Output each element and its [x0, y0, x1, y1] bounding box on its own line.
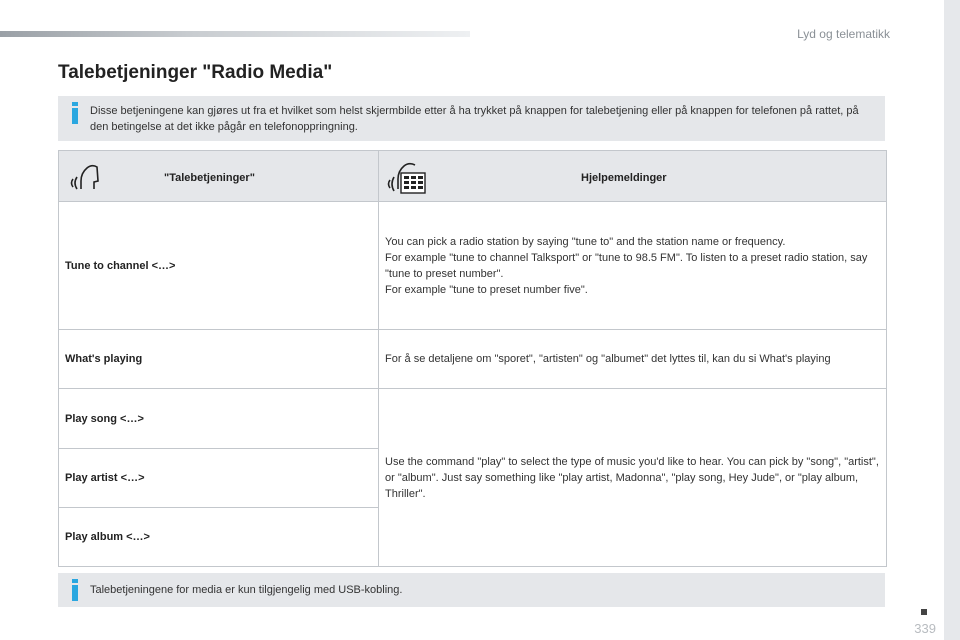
- table-row: [59, 330, 887, 389]
- page-title: Talebetjeninger "Radio Media": [58, 62, 333, 83]
- info-icon: [70, 579, 80, 601]
- help-line: For example "tune to preset number five".: [385, 283, 588, 296]
- command-cell: Play song <…>: [59, 389, 379, 449]
- voice-command-table: [58, 150, 887, 567]
- right-margin-strip: [944, 0, 960, 640]
- info-text-bottom: Talebetjeningene for media er kun tilgjengelig med USB-kobling.: [90, 584, 403, 596]
- help-line: Use the command "play" to select the type of music you'd like to hear. You can pick by "song", "artist", or "album". Just say something like "play artist, Madonna", "play song, Hey Jude", or "play album, Thriller".: [385, 455, 879, 500]
- page-marker: [921, 609, 927, 615]
- table-header-row: [59, 151, 887, 202]
- col2-header-label: Hjelpemeldinger: [581, 172, 667, 184]
- help-cell: [379, 202, 887, 330]
- voice-command-icon: [67, 159, 103, 198]
- help-cell: [379, 330, 887, 389]
- info-box-bottom: [58, 573, 885, 607]
- section-title: Lyd og telematikk: [797, 27, 890, 41]
- help-cell: [379, 389, 887, 567]
- help-line: You can pick a radio station by saying "tune to" and the station name or frequency.: [385, 235, 786, 248]
- top-decor-bar: [0, 31, 470, 37]
- page-number: 339: [914, 621, 936, 636]
- help-line: For example "tune to channel Talksport" or "tune to 98.5 FM". To listen to a preset radio station, say "tune to preset number".: [385, 251, 868, 280]
- table-row: [59, 202, 887, 330]
- header-commands: [59, 151, 379, 202]
- command-cell: Tune to channel <…>: [59, 202, 379, 330]
- info-box-top: [58, 96, 885, 141]
- table-row: [59, 389, 887, 449]
- info-icon: [70, 102, 80, 124]
- command-cell: What's playing: [59, 330, 379, 389]
- command-cell: Play artist <…>: [59, 449, 379, 508]
- command-cell: Play album <…>: [59, 508, 379, 567]
- help-line: For å se detaljene om "sporet", "artisten" og "albumet" det lyttes til, kan du si What's playing: [385, 353, 831, 365]
- info-text-top: Disse betjeningene kan gjøres ut fra et hvilket som helst skjermbilde etter å ha trykket på knappen for talebetjening eller på knappen for telefonen på rattet, på den betingelse at det ikke pågår en telefonoppringning.: [90, 105, 859, 133]
- header-help: [379, 151, 887, 202]
- voice-help-grid-icon: [385, 159, 429, 200]
- col1-header-label: "Talebetjeninger": [164, 172, 255, 184]
